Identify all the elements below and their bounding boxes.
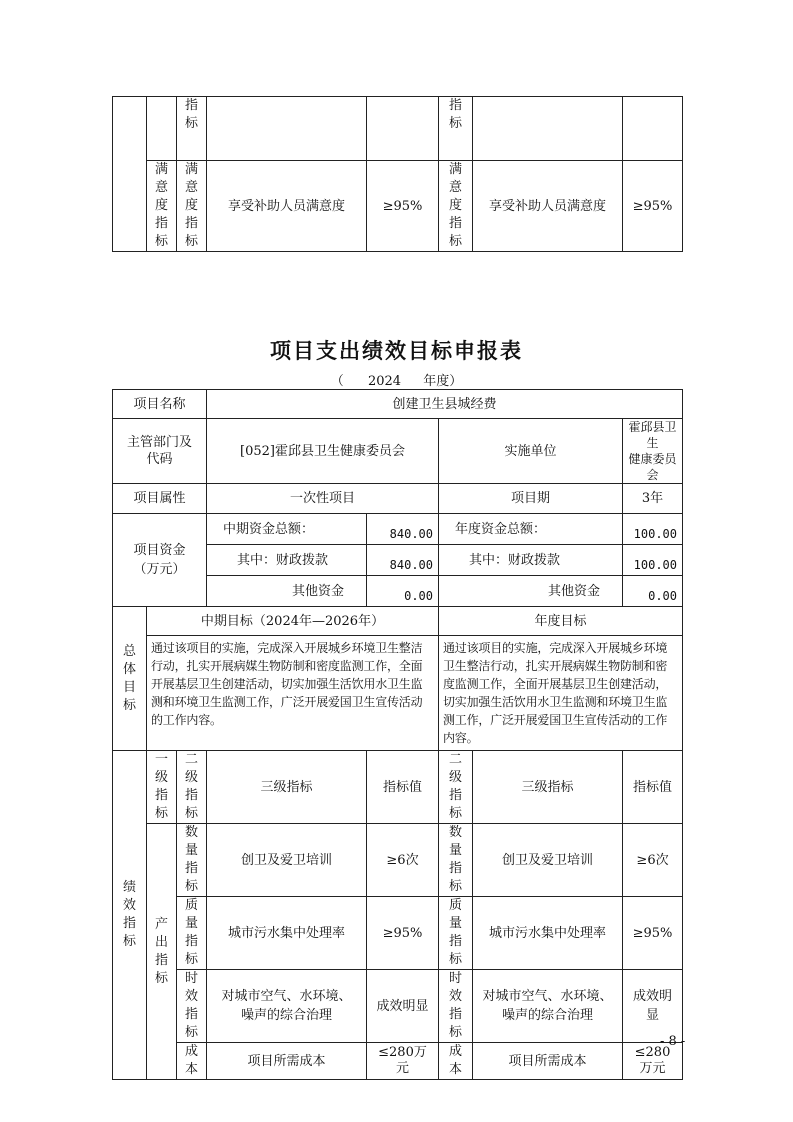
timeliness-value-right: 成效明 显: [623, 970, 683, 1043]
page-title: 项目支出绩效目标申报表: [270, 339, 523, 363]
mid-goal-text: 通过该项目的实施，完成深入开展城乡环境卫生整洁行动，扎实开展病媒生物防制和密度监测工作，全面开展基层卫生创建活动，切实加强生活饮用水卫生监测和环境卫生监测工作，广泛开展爱国卫生宣传活动的工作内容。: [147, 636, 439, 751]
mid-fiscal-value: 840.00: [367, 545, 439, 576]
quality-indicator-right: 城市污水集中处理率: [473, 897, 623, 970]
header-level3-right: 三级指标: [473, 751, 623, 824]
timeliness-level2: 时 效 指 标: [177, 970, 207, 1043]
satisfaction-indicator-right: 享受补助人员满意度: [473, 161, 623, 252]
mid-total-label: 中期资金总额：: [207, 514, 367, 545]
top-level2-cell-right: 指 标: [439, 97, 473, 161]
period-value: 3年: [623, 484, 683, 514]
top-blank-r3: [473, 97, 623, 161]
mid-total-value: 840.00: [367, 514, 439, 545]
satisfaction-value: ≥95%: [367, 161, 439, 252]
year-goal-header: 年度目标: [439, 607, 683, 636]
top-table: [112, 96, 683, 252]
dept-value: [052]霍邱县卫生健康委员会: [207, 419, 439, 484]
year-value: 2024: [367, 374, 402, 389]
quality-value: ≥95%: [367, 897, 439, 970]
timeliness-indicator-right: 对城市空气、水环境、 噪声的综合治理: [473, 970, 623, 1043]
year-total-label: 年度资金总额：: [439, 514, 623, 545]
quantity-level2: 数 量 指 标: [177, 824, 207, 897]
project-name-value: 创建卫生县城经费: [207, 390, 683, 419]
attr-label: 项目属性: [113, 484, 207, 514]
quality-level2-right: 质 量 指 标: [439, 897, 473, 970]
quantity-indicator-right: 创卫及爱卫培训: [473, 824, 623, 897]
top-blank-l0: [113, 97, 147, 252]
top-blank-l1: [147, 97, 177, 161]
quality-value-right: ≥95%: [623, 897, 683, 970]
timeliness-indicator: 对城市空气、水环境、 噪声的综合治理: [207, 970, 367, 1043]
year-other-value: 0.00: [623, 576, 683, 607]
performance-label: 绩 效 指 标: [113, 751, 147, 1080]
timeliness-level2-right: 时 效 指 标: [439, 970, 473, 1043]
quality-level2: 质 量 指 标: [177, 897, 207, 970]
quantity-value-right: ≥6次: [623, 824, 683, 897]
cost-indicator-right: 项目所需成本: [473, 1043, 623, 1080]
satisfaction-level1-cell: 满 意 度 指 标: [147, 161, 177, 252]
year-label: 年度）: [423, 374, 463, 389]
satisfaction-value-right: ≥95%: [623, 161, 683, 252]
year-line: [0, 370, 793, 389]
mid-fiscal-label: 其中：财政拨款: [207, 545, 367, 576]
quantity-indicator: 创卫及爱卫培训: [207, 824, 367, 897]
header-level2-right: 二 级 指 标: [439, 751, 473, 824]
header-value-right: 指标值: [623, 751, 683, 824]
year-fiscal-label: 其中：财政拨款: [439, 545, 623, 576]
period-label: 项目期: [439, 484, 623, 514]
cost-level2: 成 本: [177, 1043, 207, 1080]
satisfaction-level2-cell: 满 意 度 指 标: [177, 161, 207, 252]
timeliness-value: 成效明显: [367, 970, 439, 1043]
declaration-table: [112, 389, 686, 1080]
quality-indicator: 城市污水集中处理率: [207, 897, 367, 970]
cost-value: ≤280万 元: [367, 1043, 439, 1080]
header-level3: 三级指标: [207, 751, 367, 824]
overall-goal-label: 总 体 目 标: [113, 607, 147, 751]
mid-other-value: 0.00: [367, 576, 439, 607]
top-blank-lv: [367, 97, 439, 161]
mid-other-label: 其他资金: [207, 576, 367, 607]
cost-indicator: 项目所需成本: [207, 1043, 367, 1080]
attr-value: 一次性项目: [207, 484, 439, 514]
unit-value: 霍邱县卫生 健康委员会: [623, 419, 683, 484]
funds-label: 项目资金 （万元）: [113, 514, 207, 607]
year-other-label: 其他资金: [439, 576, 623, 607]
cost-value-right: ≤280 万元: [623, 1043, 683, 1080]
project-name-label: 项目名称: [113, 390, 207, 419]
cost-level2-right: 成 本: [439, 1043, 473, 1080]
mid-goal-header: 中期目标（2024年—2026年）: [147, 607, 439, 636]
year-open-paren: （: [330, 374, 344, 389]
year-goal-text: 通过该项目的实施，完成深入开展城乡环境卫生整洁行动，扎实开展病媒生物防制和密度监测工作，全面开展基层卫生创建活动，切实加强生活饮用水卫生监测和环境卫生监测工作，广泛开展爱国卫生宣传活动的工作内容。: [439, 636, 683, 751]
top-blank-l3: [207, 97, 367, 161]
year-fiscal-value: 100.00: [623, 545, 683, 576]
output-indicator-label: 产 出 指 标: [147, 824, 177, 1080]
top-level2-cell: 指 标: [177, 97, 207, 161]
satisfaction-indicator: 享受补助人员满意度: [207, 161, 367, 252]
year-total-value: 100.00: [623, 514, 683, 545]
header-level2: 二 级 指 标: [177, 751, 207, 824]
header-value: 指标值: [367, 751, 439, 824]
quantity-value: ≥6次: [367, 824, 439, 897]
dept-label: 主管部门及 代码: [113, 419, 207, 484]
header-level1: 一 级 指 标: [147, 751, 177, 824]
unit-label: 实施单位: [439, 419, 623, 484]
quantity-level2-right: 数 量 指 标: [439, 824, 473, 897]
page-number: - 8 -: [660, 1034, 686, 1049]
top-blank-rv: [623, 97, 683, 161]
satisfaction-level2-cell-right: 满 意 度 指 标: [439, 161, 473, 252]
